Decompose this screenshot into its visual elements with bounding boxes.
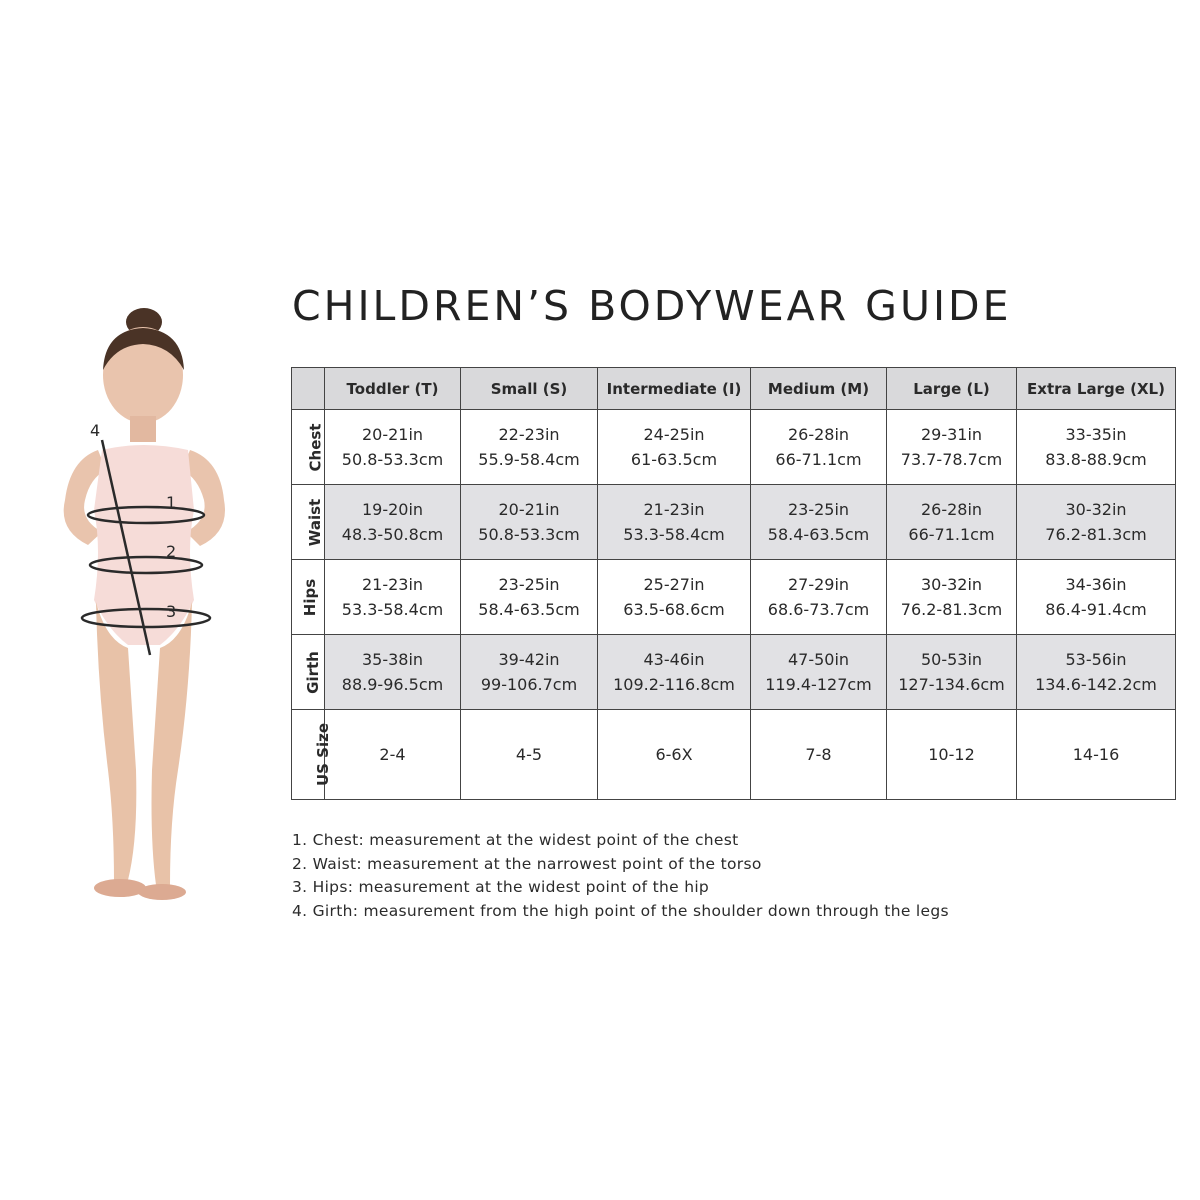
cell-secondary-value: 68.6-73.7cm: [767, 600, 870, 619]
cell-secondary-value: 127-134.6cm: [898, 675, 1005, 694]
table-cell: [461, 485, 598, 560]
header-row: [292, 368, 1176, 410]
cell-secondary-value: 50.8-53.3cm: [341, 450, 444, 469]
cell-primary-value: 43-46in: [643, 650, 705, 669]
cell-secondary-value: 50.8-53.3cm: [478, 525, 580, 544]
cell-primary-value: 21-23in: [643, 500, 705, 519]
table-cell: [598, 635, 751, 710]
table-cell: [1017, 485, 1176, 560]
cell-primary-value: 29-31in: [920, 425, 983, 444]
cell-secondary-value: 76.2-81.3cm: [1045, 525, 1147, 544]
table-cell: [887, 485, 1017, 560]
table-cell: [1017, 710, 1176, 800]
page-title: CHILDREN’S BODYWEAR GUIDE: [292, 282, 1012, 330]
header-intermediate: Intermediate (I): [598, 368, 751, 410]
table-cell: [887, 635, 1017, 710]
label-3: 3: [166, 602, 177, 621]
header-small: Small (S): [461, 368, 598, 410]
table-cell: [461, 710, 598, 800]
cell-primary-value: 35-38in: [361, 650, 424, 669]
cell-primary-value: 6-6X: [655, 745, 693, 764]
header-toddler: Toddler (T): [325, 368, 461, 410]
table-cell: [461, 410, 598, 485]
row-label: [292, 560, 325, 635]
cell-primary-value: 20-21in: [498, 500, 560, 519]
cell-primary-value: 20-21in: [361, 425, 424, 444]
note-waist: 2. Waist: measurement at the narrowest point of the torso: [292, 854, 762, 873]
cell-primary-value: 7-8: [805, 745, 832, 764]
cell-secondary-value: 55.9-58.4cm: [478, 450, 580, 469]
cell-secondary-value: 119.4-127cm: [765, 675, 872, 694]
row-label-text: Chest: [306, 423, 325, 471]
table-cell: [751, 410, 887, 485]
label-2: 2: [166, 542, 177, 561]
left-shoe: [94, 879, 146, 897]
table-cell: [325, 410, 461, 485]
cell-secondary-value: 134.6-142.2cm: [1035, 675, 1157, 694]
cell-primary-value: 27-29in: [787, 575, 850, 594]
cell-secondary-value: 48.3-50.8cm: [341, 525, 444, 544]
table-row: [292, 635, 1176, 710]
cell-secondary-value: 61-63.5cm: [630, 450, 718, 469]
row-label: [292, 410, 325, 485]
neck: [130, 416, 156, 442]
cell-primary-value: 23-25in: [498, 575, 560, 594]
table-cell: [887, 710, 1017, 800]
header-medium: Medium (M): [751, 368, 887, 410]
cell-primary-value: 33-35in: [1065, 425, 1127, 444]
cell-primary-value: 34-36in: [1065, 575, 1127, 594]
row-label-text: US Size: [314, 722, 333, 787]
table-row: [292, 710, 1176, 800]
table-cell: [1017, 410, 1176, 485]
table-cell: [751, 710, 887, 800]
table-cell: [325, 635, 461, 710]
header-extra-large: Extra Large (XL): [1017, 368, 1176, 410]
cell-secondary-value: 58.4-63.5cm: [478, 600, 580, 619]
cell-secondary-value: 86.4-91.4cm: [1045, 600, 1147, 619]
cell-secondary-value: 83.8-88.9cm: [1045, 450, 1147, 469]
cell-primary-value: 14-16: [1072, 745, 1120, 764]
table-cell: [598, 560, 751, 635]
cell-primary-value: 53-56in: [1065, 650, 1127, 669]
cell-primary-value: 47-50in: [787, 650, 850, 669]
table-cell: [887, 560, 1017, 635]
cell-primary-value: 26-28in: [787, 425, 850, 444]
row-label: [292, 485, 325, 560]
cell-secondary-value: 53.3-58.4cm: [341, 600, 444, 619]
cell-secondary-value: 66-71.1cm: [775, 450, 862, 469]
table-row: [292, 410, 1176, 485]
note-girth: 4. Girth: measurement from the high point of the shoulder down through the legs: [292, 901, 949, 920]
cell-primary-value: 50-53in: [920, 650, 983, 669]
table-cell: [887, 410, 1017, 485]
cell-primary-value: 2-4: [379, 745, 406, 764]
table-cell: [598, 710, 751, 800]
table-cell: [461, 560, 598, 635]
table-cell: [751, 560, 887, 635]
cell-secondary-value: 63.5-68.6cm: [623, 600, 725, 619]
table-cell: [1017, 635, 1176, 710]
cell-secondary-value: 109.2-116.8cm: [613, 675, 735, 694]
measurement-notes: [292, 829, 949, 923]
table-cell: [1017, 560, 1176, 635]
cell-primary-value: 25-27in: [643, 575, 705, 594]
table-cell: [598, 485, 751, 560]
header-corner: [292, 368, 325, 410]
table-cell: [325, 560, 461, 635]
table-cell: [461, 635, 598, 710]
cell-primary-value: 21-23in: [361, 575, 424, 594]
row-label-text: Waist: [306, 498, 325, 546]
size-chart-table: [291, 367, 1176, 800]
cell-primary-value: 39-42in: [498, 650, 560, 669]
cell-secondary-value: 53.3-58.4cm: [623, 525, 725, 544]
table-cell: [751, 635, 887, 710]
row-label: [292, 635, 325, 710]
header-large: Large (L): [887, 368, 1017, 410]
cell-secondary-value: 99-106.7cm: [480, 675, 578, 694]
cell-primary-value: 26-28in: [920, 500, 983, 519]
cell-primary-value: 22-23in: [498, 425, 560, 444]
cell-primary-value: 23-25in: [787, 500, 850, 519]
table-cell: [598, 410, 751, 485]
cell-secondary-value: 58.4-63.5cm: [767, 525, 870, 544]
cell-secondary-value: 88.9-96.5cm: [341, 675, 444, 694]
cell-secondary-value: 73.7-78.7cm: [900, 450, 1003, 469]
label-4: 4: [90, 421, 101, 440]
row-label: [292, 710, 333, 800]
table-cell: [325, 710, 461, 800]
right-shoe: [138, 884, 186, 900]
note-hips: 3. Hips: measurement at the widest point of the hip: [292, 878, 710, 896]
child-measurement-illustration: [10, 300, 280, 920]
label-1: 1: [166, 493, 177, 512]
cell-primary-value: 30-32in: [920, 575, 983, 594]
cell-primary-value: 4-5: [515, 745, 543, 764]
cell-primary-value: 10-12: [928, 745, 975, 764]
cell-primary-value: 24-25in: [643, 425, 705, 444]
row-label-text: Girth: [303, 650, 322, 694]
table-row: [292, 560, 1176, 635]
table-row: [292, 485, 1176, 560]
note-chest: 1. Chest: measurement at the widest point of the chest: [292, 831, 739, 849]
cell-primary-value: 30-32in: [1065, 500, 1127, 519]
table-cell: [325, 485, 461, 560]
cell-primary-value: 19-20in: [361, 500, 424, 519]
cell-secondary-value: 76.2-81.3cm: [900, 600, 1003, 619]
row-label-text: Hips: [301, 578, 320, 616]
cell-secondary-value: 66-71.1cm: [908, 525, 995, 544]
table-cell: [751, 485, 887, 560]
